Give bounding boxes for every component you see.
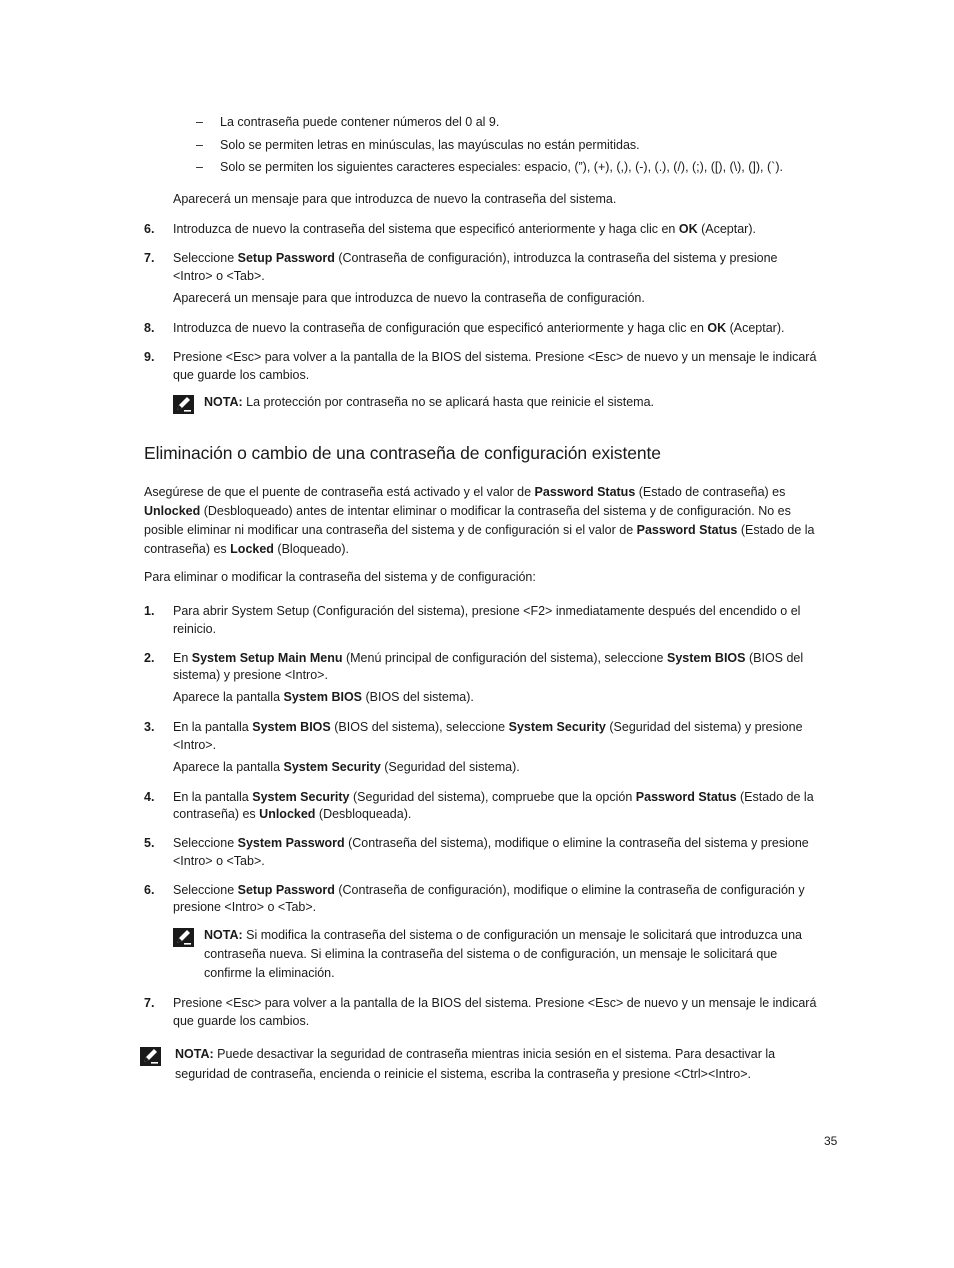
step-subtext: Aparecerá un mensaje para que introduzca de nuevo la contraseña de configuración. — [173, 291, 645, 305]
paragraph: Para eliminar o modificar la contraseña del sistema y de configuración: — [144, 570, 536, 584]
step-number: 3. — [144, 720, 155, 734]
paragraph: Aparecerá un mensaje para que introduzca de nuevo la contraseña del sistema. — [173, 192, 617, 206]
bullet-marker: – — [196, 138, 203, 152]
step-text: <Intro> o <Tab>. — [173, 269, 265, 283]
step-text: En la pantalla System Security (Seguridad del sistema), compruebe que la opción Password Status (Estado de la — [173, 790, 814, 804]
step-text: En la pantalla System BIOS (BIOS del sistema), seleccione System Security (Seguridad del sistema) y presione — [173, 720, 803, 734]
step-text: que guarde los cambios. — [173, 1014, 310, 1028]
step-number: 7. — [144, 996, 155, 1010]
step-text: En System Setup Main Menu (Menú principal de configuración del sistema), seleccione System BIOS (BIOS del — [173, 651, 804, 665]
bullet-marker: – — [196, 115, 203, 129]
paragraph: contraseña) es Locked (Bloqueado). — [144, 542, 349, 556]
step-text: presione <Intro> o <Tab>. — [173, 900, 317, 914]
step-text: <Intro> o <Tab>. — [173, 854, 265, 868]
step-text: que guarde los cambios. — [173, 368, 310, 382]
step-number: 8. — [144, 321, 155, 335]
step-number: 4. — [144, 790, 155, 804]
bullet-item: Solo se permiten letras en minúsculas, las mayúsculas no están permitidas. — [220, 138, 640, 152]
step-text: sistema) y presione <Intro>. — [173, 668, 328, 682]
step-number: 1. — [144, 604, 155, 618]
step-text: Presione <Esc> para volver a la pantalla de la BIOS del sistema. Presione <Esc> de nuevo y un mensaje le indicará — [173, 350, 817, 364]
step-subtext: Aparece la pantalla System Security (Seguridad del sistema). — [173, 760, 520, 774]
step-text: Seleccione System Password (Contraseña del sistema), modifique o elimine la contraseña del sistema y presione — [173, 836, 809, 850]
step-text: reinicio. — [173, 622, 217, 636]
paragraph: posible eliminar ni modificar una contraseña del sistema y de configuración si el valor de Password Status (Estado de la — [144, 523, 815, 537]
step-text: Introduzca de nuevo la contraseña del sistema que especificó anteriormente y haga clic en OK (Aceptar). — [173, 222, 756, 236]
bullet-item: Solo se permiten los siguientes caracteres especiales: espacio, (”), (+), (,), (-), (.), (/), (;), ([), (\), (]), (`). — [220, 160, 783, 174]
section-heading: Eliminación o cambio de una contraseña de configuración existente — [144, 443, 661, 463]
note-text: NOTA: La protección por contraseña no se aplicará hasta que reinicie el sistema. — [204, 395, 655, 409]
note-text: NOTA: Si modifica la contraseña del sistema o de configuración un mensaje le solicitará que introduzca una — [204, 928, 803, 942]
step-number: 2. — [144, 651, 155, 665]
bullet-marker: – — [196, 160, 203, 174]
step-text: Introduzca de nuevo la contraseña de configuración que especificó anteriormente y haga clic en OK (Aceptar). — [173, 321, 785, 335]
paragraph: Asegúrese de que el puente de contraseña está activado y el valor de Password Status (Estado de contraseña) es — [144, 485, 786, 499]
pencil-note-icon — [173, 395, 194, 414]
paragraph: Unlocked (Desbloqueado) antes de intentar eliminar o modificar la contraseña del sistema y de configuración. No es — [144, 504, 791, 518]
step-text: Para abrir System Setup (Configuración del sistema), presione <F2> inmediatamente después del encendido o el — [173, 604, 801, 618]
page-number: 35 — [824, 1134, 838, 1148]
step-number: 6. — [144, 222, 155, 236]
step-text: contraseña) es Unlocked (Desbloqueada). — [173, 807, 412, 821]
bullet-item: La contraseña puede contener números del 0 al 9. — [220, 115, 500, 129]
step-subtext: Aparece la pantalla System BIOS (BIOS del sistema). — [173, 690, 474, 704]
step-text: Seleccione Setup Password (Contraseña de configuración), introduzca la contraseña del sistema y presione — [173, 251, 778, 265]
step-number: 6. — [144, 883, 155, 897]
note-text: seguridad de contraseña, encienda o reinicie el sistema, escriba la contraseña y presione <Ctrl><Intro>. — [175, 1067, 752, 1081]
note-text: NOTA: Puede desactivar la seguridad de contraseña mientras inicia sesión en el sistema. Para desactivar la — [175, 1047, 776, 1061]
pencil-note-icon — [140, 1047, 161, 1066]
pencil-note-icon — [173, 928, 194, 947]
step-text: <Intro>. — [173, 738, 217, 752]
note-text: confirme la eliminación. — [204, 966, 335, 980]
step-text: Seleccione Setup Password (Contraseña de configuración), modifique o elimine la contraseña de configuración y — [173, 883, 805, 897]
note-text: contraseña nueva. Si elimina la contraseña del sistema o de configuración, un mensaje le solicitará que — [204, 947, 778, 961]
step-number: 5. — [144, 836, 155, 850]
step-text: Presione <Esc> para volver a la pantalla de la BIOS del sistema. Presione <Esc> de nuevo y un mensaje le indicará — [173, 996, 817, 1010]
step-number: 9. — [144, 350, 155, 364]
step-number: 7. — [144, 251, 155, 265]
